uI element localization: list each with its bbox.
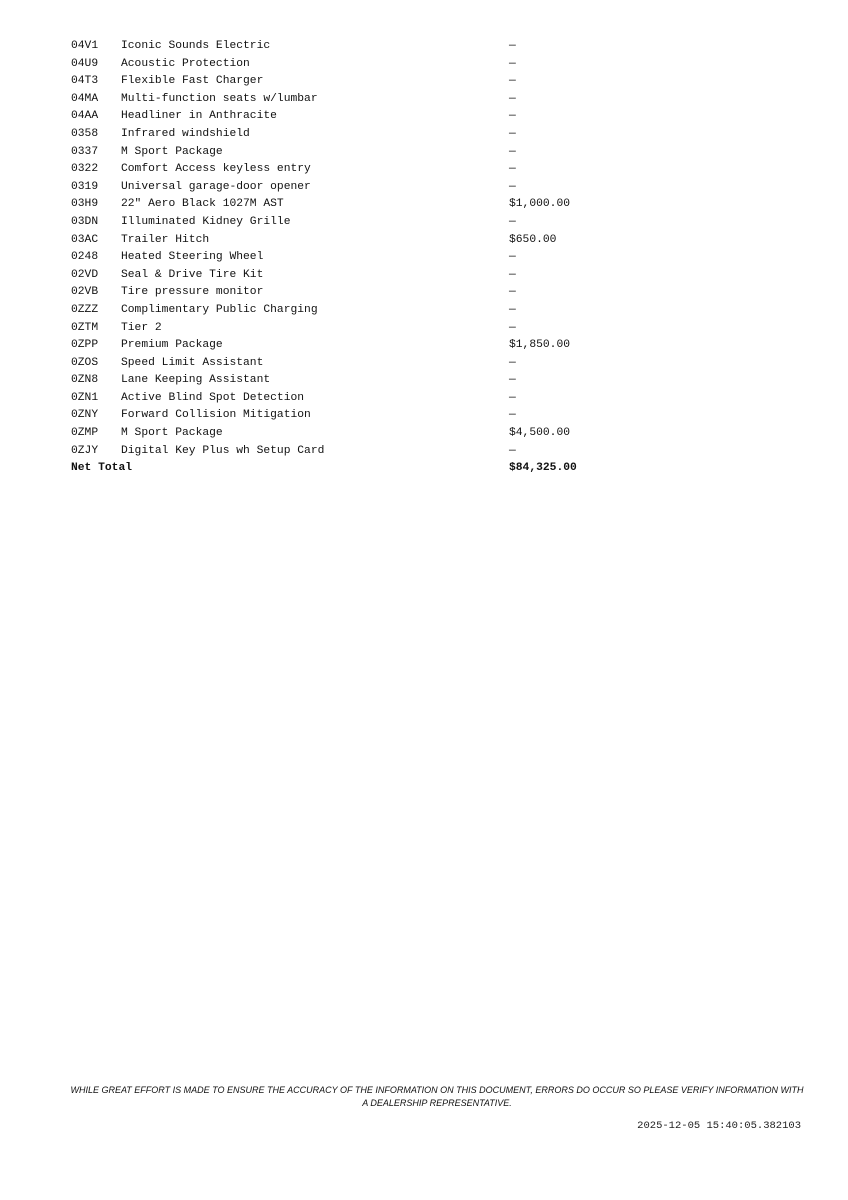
option-price: $4,500.00 <box>509 427 571 440</box>
option-price: — <box>509 163 516 176</box>
option-description: Complimentary Public Charging <box>121 303 318 316</box>
option-row <box>71 372 691 390</box>
option-row <box>71 73 691 91</box>
option-price: — <box>509 286 516 299</box>
print-timestamp: 2025-12-05 15:40:05.382103 <box>637 1120 801 1132</box>
option-description: Speed Limit Assistant <box>121 356 264 369</box>
option-code: 04V1 <box>71 40 99 52</box>
option-row <box>71 126 691 144</box>
option-description: Comfort Access keyless entry <box>121 163 311 176</box>
option-price: — <box>509 321 516 334</box>
option-price: $650.00 <box>509 233 557 246</box>
option-code: 0ZOS <box>71 356 99 369</box>
option-code: 0ZN1 <box>71 391 99 404</box>
option-description: Universal garage-door opener <box>121 180 311 193</box>
option-code: 03DN <box>71 215 99 228</box>
option-row <box>71 302 691 320</box>
option-code: 0248 <box>71 251 99 264</box>
option-code: 0ZTM <box>71 321 99 334</box>
option-code: 03AC <box>71 233 99 246</box>
option-row <box>71 355 691 373</box>
option-row <box>71 320 691 338</box>
option-description: Premium Package <box>121 339 223 352</box>
option-code: 03H9 <box>71 198 99 211</box>
option-code: 0319 <box>71 180 99 193</box>
option-description: 22" Aero Black 1027M AST <box>121 198 284 211</box>
option-row <box>71 38 691 56</box>
option-row <box>71 249 691 267</box>
option-row <box>71 337 691 355</box>
option-row <box>71 179 691 197</box>
option-description: Seal & Drive Tire Kit <box>121 268 264 281</box>
option-description: Tire pressure monitor <box>121 286 264 299</box>
option-description: M Sport Package <box>121 427 223 440</box>
option-code: 0322 <box>71 163 99 176</box>
option-row <box>71 407 691 425</box>
option-code: 04MA <box>71 92 99 105</box>
option-price: — <box>509 145 516 158</box>
option-price: — <box>509 92 516 105</box>
option-code: 04T3 <box>71 75 99 88</box>
option-description: Illuminated Kidney Grille <box>121 215 291 228</box>
option-code: 0ZNY <box>71 409 99 422</box>
option-code: 04AA <box>71 110 99 123</box>
option-price: — <box>509 444 516 457</box>
option-price: — <box>509 75 516 88</box>
option-description: Flexible Fast Charger <box>121 75 264 88</box>
option-description: Trailer Hitch <box>121 233 210 246</box>
option-row <box>71 214 691 232</box>
option-price: — <box>509 127 516 140</box>
option-price: — <box>509 303 516 316</box>
option-description: Digital Key Plus wh Setup Card <box>121 444 325 457</box>
option-price: — <box>509 391 516 404</box>
option-code: 0337 <box>71 145 99 158</box>
option-price: $1,850.00 <box>509 339 571 352</box>
option-price: — <box>509 409 516 422</box>
option-code: 02VB <box>71 286 99 299</box>
option-row <box>71 284 691 302</box>
option-price: — <box>509 57 516 70</box>
option-price: — <box>509 40 516 52</box>
option-price: — <box>509 268 516 281</box>
option-row <box>71 267 691 285</box>
option-price: — <box>509 374 516 387</box>
option-description: Tier 2 <box>121 321 162 334</box>
options-list <box>71 38 691 478</box>
option-description: M Sport Package <box>121 145 223 158</box>
option-code: 0358 <box>71 127 99 140</box>
option-code: 0ZN8 <box>71 374 99 387</box>
option-description: Multi-function seats w/lumbar <box>121 92 318 105</box>
net-total-value: $84,325.00 <box>509 462 577 475</box>
option-code: 0ZMP <box>71 427 99 440</box>
option-row <box>71 196 691 214</box>
option-row <box>71 56 691 74</box>
option-row <box>71 161 691 179</box>
option-price: $1,000.00 <box>509 198 571 211</box>
option-price: — <box>509 356 516 369</box>
option-price: — <box>509 251 516 264</box>
option-row <box>71 232 691 250</box>
option-description: Forward Collision Mitigation <box>121 409 311 422</box>
option-code: 02VD <box>71 268 99 281</box>
option-row <box>71 390 691 408</box>
option-description: Acoustic Protection <box>121 57 250 70</box>
option-description: Headliner in Anthracite <box>121 110 277 123</box>
option-code: 04U9 <box>71 57 99 70</box>
net-total-label: Net Total <box>71 462 133 475</box>
option-price: — <box>509 215 516 228</box>
option-row <box>71 91 691 109</box>
option-code: 0ZPP <box>71 339 99 352</box>
option-description: Iconic Sounds Electric <box>121 40 271 52</box>
option-row <box>71 108 691 126</box>
option-description: Heated Steering Wheel <box>121 251 264 264</box>
option-description: Active Blind Spot Detection <box>121 391 305 404</box>
option-description: Lane Keeping Assistant <box>121 374 271 387</box>
option-price: — <box>509 110 516 123</box>
option-row <box>71 144 691 162</box>
option-price: — <box>509 180 516 193</box>
option-rows <box>71 38 691 460</box>
net-total-row <box>71 460 691 478</box>
option-code: 0ZJY <box>71 444 99 457</box>
disclaimer-text: WHILE GREAT EFFORT IS MADE TO ENSURE THE ACCURACY OF THE INFORMATION ON THIS DOCUMENT, ERRORS DO OCCUR SO PLEASE VERIFY INFORMATION WITH A DEALERSHIP REPRESENTATIVE. <box>70 1085 804 1108</box>
option-row <box>71 443 691 461</box>
option-description: Infrared windshield <box>121 127 250 140</box>
option-row <box>71 425 691 443</box>
option-code: 0ZZZ <box>71 303 99 316</box>
